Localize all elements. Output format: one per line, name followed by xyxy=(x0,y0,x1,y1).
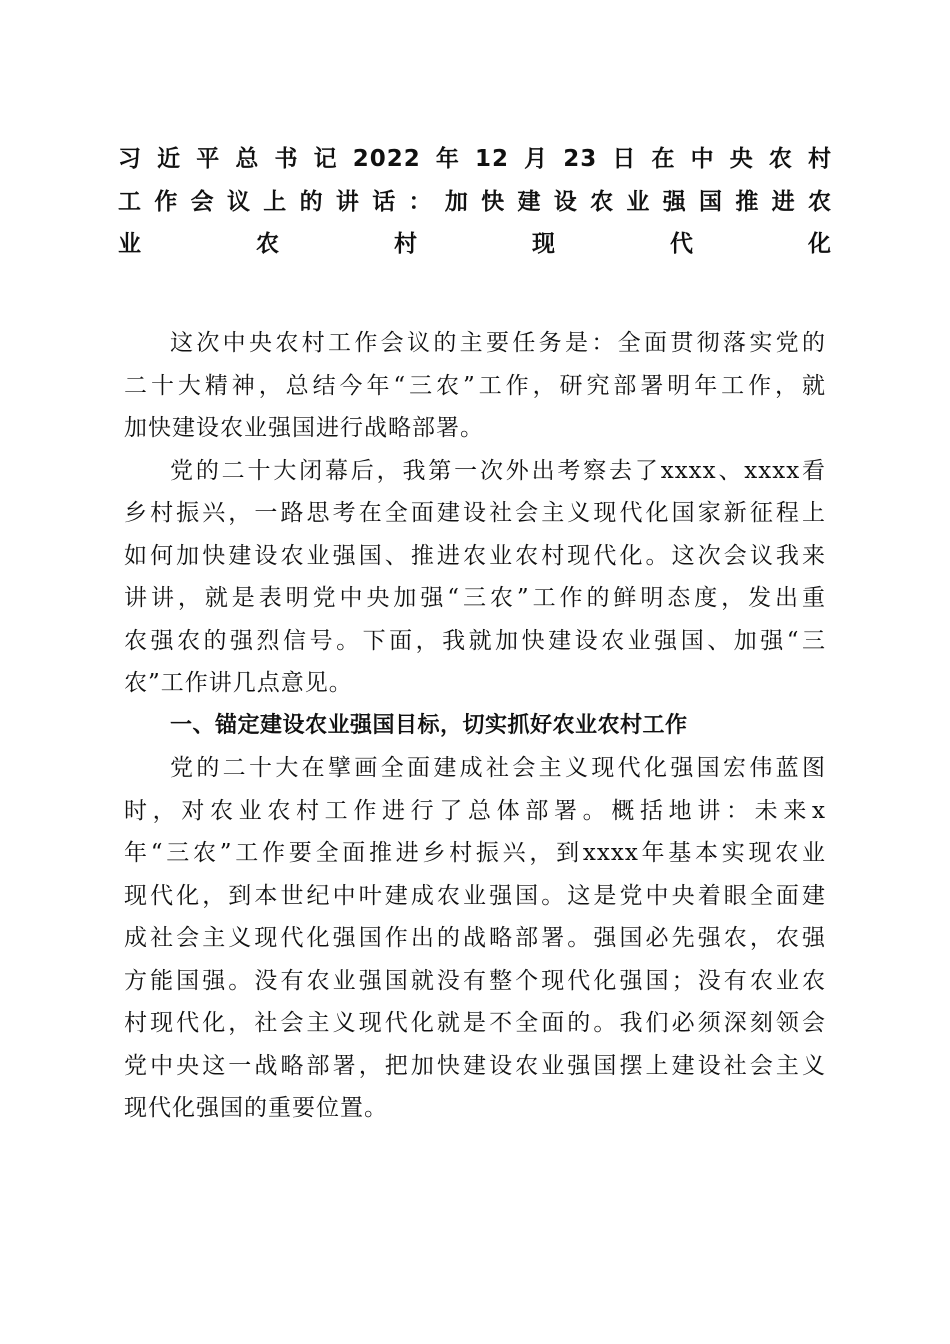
paragraph-line: 讲讲，就是表明党中央加强“三农”工作的鲜明态度，发出重 xyxy=(124,585,826,611)
paragraph-line: 现代化强国的重要位置。 xyxy=(124,1095,388,1121)
document-body xyxy=(124,322,826,1130)
paragraph-line: 这次中央农村工作会议的主要任务是：全面贯彻落实党的 xyxy=(170,330,826,356)
paragraph-line: 如何加快建设农业强国、推进农业农村现代化。这次会议我来 xyxy=(124,542,826,569)
paragraph-line: 党的二十大闭幕后，我第一次外出考察去了xxxx、xxxx看 xyxy=(170,457,826,484)
paragraph-line: 乡村振兴，一路思考在全面建设社会主义现代化国家新征程上 xyxy=(124,500,826,526)
paragraph-line: 党中央这一战略部署，把加快建设农业强国摆上建设社会主义 xyxy=(124,1052,826,1079)
paragraph-line: 加快建设农业强国进行战略部署。 xyxy=(124,415,484,441)
paragraph-line: 方能国强。没有农业强国就没有整个现代化强国；没有农业农 xyxy=(124,967,826,994)
paragraph-line: 时，对农业农村工作进行了总体部署。概括地讲：未来x xyxy=(124,797,826,824)
paragraph-3 xyxy=(124,747,826,1130)
paragraph-1 xyxy=(124,322,826,450)
paragraph-line: 成社会主义现代化强国作出的战略部署。强国必先强农，农强 xyxy=(124,925,826,951)
document-title xyxy=(118,138,832,266)
paragraph-line: 农”工作讲几点意见。 xyxy=(124,670,353,696)
title-line: 工作会议上的讲话：加快建设农业强国推进农 xyxy=(118,188,832,215)
paragraph-line: 村现代化，社会主义现代化就是不全面的。我们必须深刻领会 xyxy=(124,1010,826,1036)
title-line: 业农村现代化 xyxy=(118,231,832,257)
paragraph-line: 现代化，到本世纪中叶建成农业强国。这是党中央着眼全面建 xyxy=(124,882,826,909)
section-heading-1 xyxy=(124,705,826,748)
paragraph-line: 年“三农”工作要全面推进乡村振兴，到xxxx年基本实现农业 xyxy=(124,840,826,866)
paragraph-line: 二十大精神，总结今年“三农”工作，研究部署明年工作，就 xyxy=(124,372,826,399)
section-heading: 一、锚定建设农业强国目标，切实抓好农业农村工作 xyxy=(170,712,688,738)
paragraph-line: 农强农的强烈信号。下面，我就加快建设农业强国、加强“三 xyxy=(124,627,826,654)
title-line: 习近平总书记2022年12月23日在中央农村 xyxy=(118,146,832,172)
paragraph-2 xyxy=(124,450,826,705)
paragraph-line: 党的二十大在擘画全面建成社会主义现代化强国宏伟蓝图 xyxy=(170,755,826,781)
